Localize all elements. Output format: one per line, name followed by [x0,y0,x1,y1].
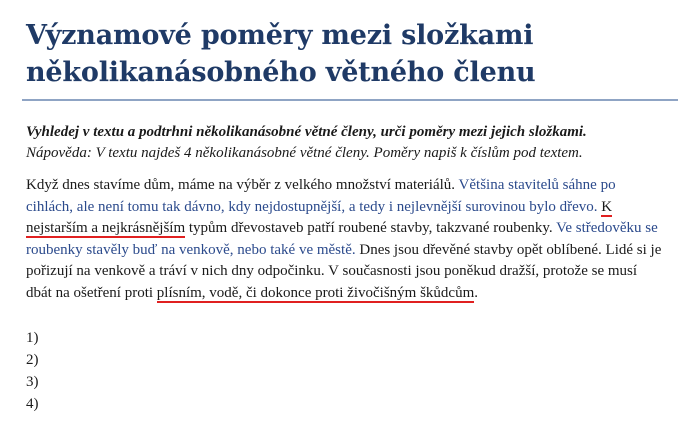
sentence-1: Když dnes stavíme dům, máme na výběr z velkého množství materiálů. [26,177,456,193]
sentence-6-end: . [474,284,479,301]
sentence-5: Dnes jsou dřevěné stavby opět oblíbené. Lidé si je pořizují na venkově a tráví v nich dny odpočinku. [26,241,662,279]
answer-line-4: 4) [26,396,39,412]
sentence-6-start: V současnosti jsou poněkud dražší, protože se musí dbát na ošetření proti [26,263,638,301]
sentence-4: Ve středověku se roubenky stavěly buď na venkově, nebo také ve městě. [26,220,658,258]
task-instruction: Vyhledej v textu a podtrhni několikanásobné větné členy, urči poměry mezi jejich složkami. [26,124,587,140]
answer-list [26,327,39,415]
sentence-2: Většina stavitelů sáhne po cihlách, ale není tomu tak dávno, kdy nejdostupnější, a tedy i nejlevnější surovinou bylo dřevo. [26,177,616,215]
title-divider [22,99,678,101]
answer-line-1: 1) [26,330,39,346]
exercise-text [26,175,666,304]
page-title: Významové poměry mezi složkami několikanásobného větného členu [26,20,536,88]
answer-line-3: 3) [26,374,39,390]
task-block [26,122,676,164]
sentence-3-rest: typům dřevostaveb patří roubené stavby, takzvané roubenky. [188,220,553,236]
underlined-phrase-1: K nejstarším a nejkrásnějším [26,198,613,236]
underlined-phrase-2: plísním, vodě, či dokonce proti živočišným škůdcům [156,284,475,301]
answer-line-2: 2) [26,352,39,368]
task-hint: Nápověda: V textu najdeš 4 několikanásobné větné členy. Poměry napiš k číslům pod textem. [26,145,583,161]
